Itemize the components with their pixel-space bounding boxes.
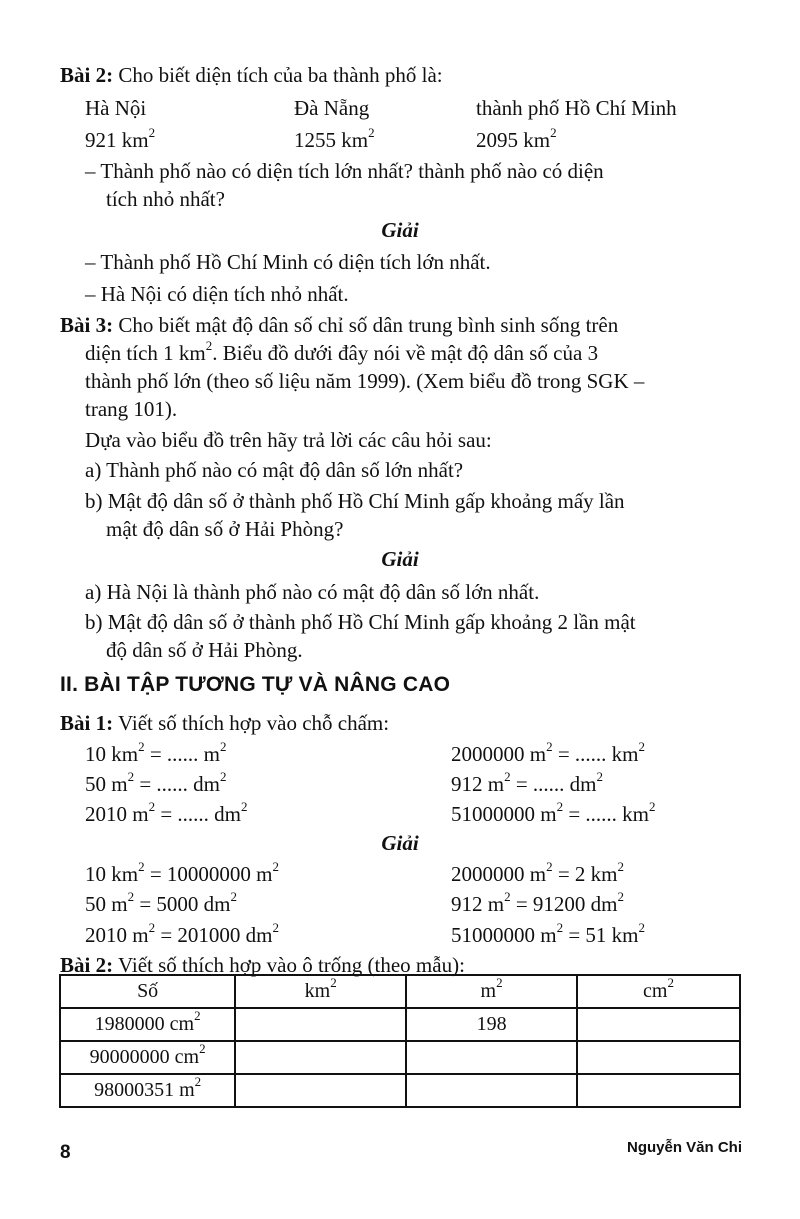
bai1-q-left-1: 10 $km^2$ = ...... $m^2$ [85, 739, 227, 766]
bai3-line1: Bài 3: Cho biết mật độ dân số chỉ số dân trung bình sinh sống trên [60, 313, 619, 337]
table-header-row [60, 975, 740, 1008]
bai1-q-right-3: 51000000 $m^2$ = ...... $km^2$ [451, 799, 656, 826]
cell-km2[interactable] [235, 1008, 406, 1041]
cell-km2[interactable] [235, 1041, 406, 1074]
area-danang: 1255 $km^2$ [294, 125, 375, 152]
bai2-question-line1: – Thành phố nào có diện tích lớn nhất? thành phố nào có diện [85, 159, 604, 183]
area-hanoi: 921 $km^2$ [85, 125, 156, 152]
bai3-line4: trang 101). [85, 397, 178, 421]
section-title: II. BÀI TẬP TƯƠNG TỰ VÀ NÂNG CAO [60, 673, 451, 696]
bai1-a-right-1: 2000000 $m^2 = 2$ $km^2$ [451, 859, 625, 886]
bai1-giai-heading: Giải [381, 831, 419, 855]
table-row [60, 1008, 740, 1041]
city-hcm: thành phố Hồ Chí Minh [476, 96, 677, 120]
bai3-line3: thành phố lớn (theo số liệu năm 1999). (Xem biểu đồ trong SGK – [85, 369, 645, 393]
city-hanoi: Hà Nội [85, 96, 147, 120]
bai2-question-line2: tích nhỏ nhất? [106, 187, 225, 211]
bai1-a-right-2: 912 $m^2 = 91200$ $dm^2$ [451, 889, 625, 916]
header-so: Số [60, 975, 235, 1008]
cell-number: 98000351 $m^2$ [60, 1074, 235, 1107]
bai2-intro: Bài 2: Cho biết diện tích của ba thành phố là: [60, 63, 443, 87]
header-cm2: $cm^2$ [577, 975, 740, 1008]
cell-m2[interactable] [406, 1041, 577, 1074]
area-hcm: 2095 $km^2$ [476, 125, 557, 152]
cell-cm2[interactable] [577, 1074, 740, 1107]
cell-number: 90000000 $cm^2$ [60, 1041, 235, 1074]
header-km2: $km^2$ [235, 975, 406, 1008]
bai1-q-right-2: 912 $m^2$ = ...... $dm^2$ [451, 769, 604, 796]
bai1-a-left-2: 50 $m^2 = 5000$ $dm^2$ [85, 889, 238, 916]
conversion-table [59, 974, 741, 1108]
bai3-line2: diện tích 1 $km^2$. Biểu đồ dưới đây nói về mật độ dân số của 3 [85, 338, 599, 365]
cell-cm2[interactable] [577, 1041, 740, 1074]
bai3-answer-a: a) Hà Nội là thành phố nào có mật độ dân số lớn nhất. [85, 580, 540, 604]
bai3-question-b1: b) Mật độ dân số ở thành phố Hồ Chí Minh gấp khoảng mấy lần [85, 489, 625, 513]
header-m2: $m^2$ [406, 975, 577, 1008]
bai1-q-right-1: 2000000 $m^2$ = ...... $km^2$ [451, 739, 646, 766]
cell-m2[interactable] [406, 1074, 577, 1107]
author-name: Nguyễn Văn Chi [626, 1139, 742, 1156]
bai2-answer1: – Thành phố Hồ Chí Minh có diện tích lớn nhất. [85, 250, 491, 274]
page-number: 8 [60, 1142, 71, 1163]
bai2-giai-heading: Giải [381, 218, 419, 242]
bai1-q-left-3: 2010 $m^2$ = ...... $dm^2$ [85, 799, 248, 826]
cell-m2[interactable]: 198 [406, 1008, 577, 1041]
table-row [60, 1074, 740, 1107]
cell-number: 1980000 $cm^2$ [60, 1008, 235, 1041]
table-row [60, 1041, 740, 1074]
bai3-answer-b2: độ dân số ở Hải Phòng. [106, 638, 303, 662]
bai1-a-left-3: 2010 $m^2 = 201000$ $dm^2$ [85, 920, 280, 947]
bai3-giai-heading: Giải [381, 547, 419, 571]
bai1-a-right-3: 51000000 $m^2 = 51$ $km^2$ [451, 920, 646, 947]
bai1-q-left-2: 50 $m^2$ = ...... $dm^2$ [85, 769, 227, 796]
bai3-line5: Dựa vào biểu đồ trên hãy trả lời các câu hỏi sau: [85, 428, 492, 452]
bai1-intro: Bài 1: Viết số thích hợp vào chỗ chấm: [60, 711, 390, 735]
bai2-table-intro: Bài 2: Viết số thích hợp vào ô trống (theo mẫu): [60, 953, 465, 977]
city-danang: Đà Nẵng [294, 96, 370, 120]
bai3-question-a: a) Thành phố nào có mật độ dân số lớn nhất? [85, 458, 464, 482]
bai3-answer-b1: b) Mật độ dân số ở thành phố Hồ Chí Minh gấp khoảng 2 lần mật [85, 610, 636, 634]
cell-km2[interactable] [235, 1074, 406, 1107]
bai1-a-left-1: 10 $km^2 = 10000000$ $m^2$ [85, 859, 280, 886]
bai3-question-b2: mật độ dân số ở Hải Phòng? [106, 517, 344, 541]
cell-cm2[interactable] [577, 1008, 740, 1041]
bai2-answer2: – Hà Nội có diện tích nhỏ nhất. [85, 282, 349, 306]
